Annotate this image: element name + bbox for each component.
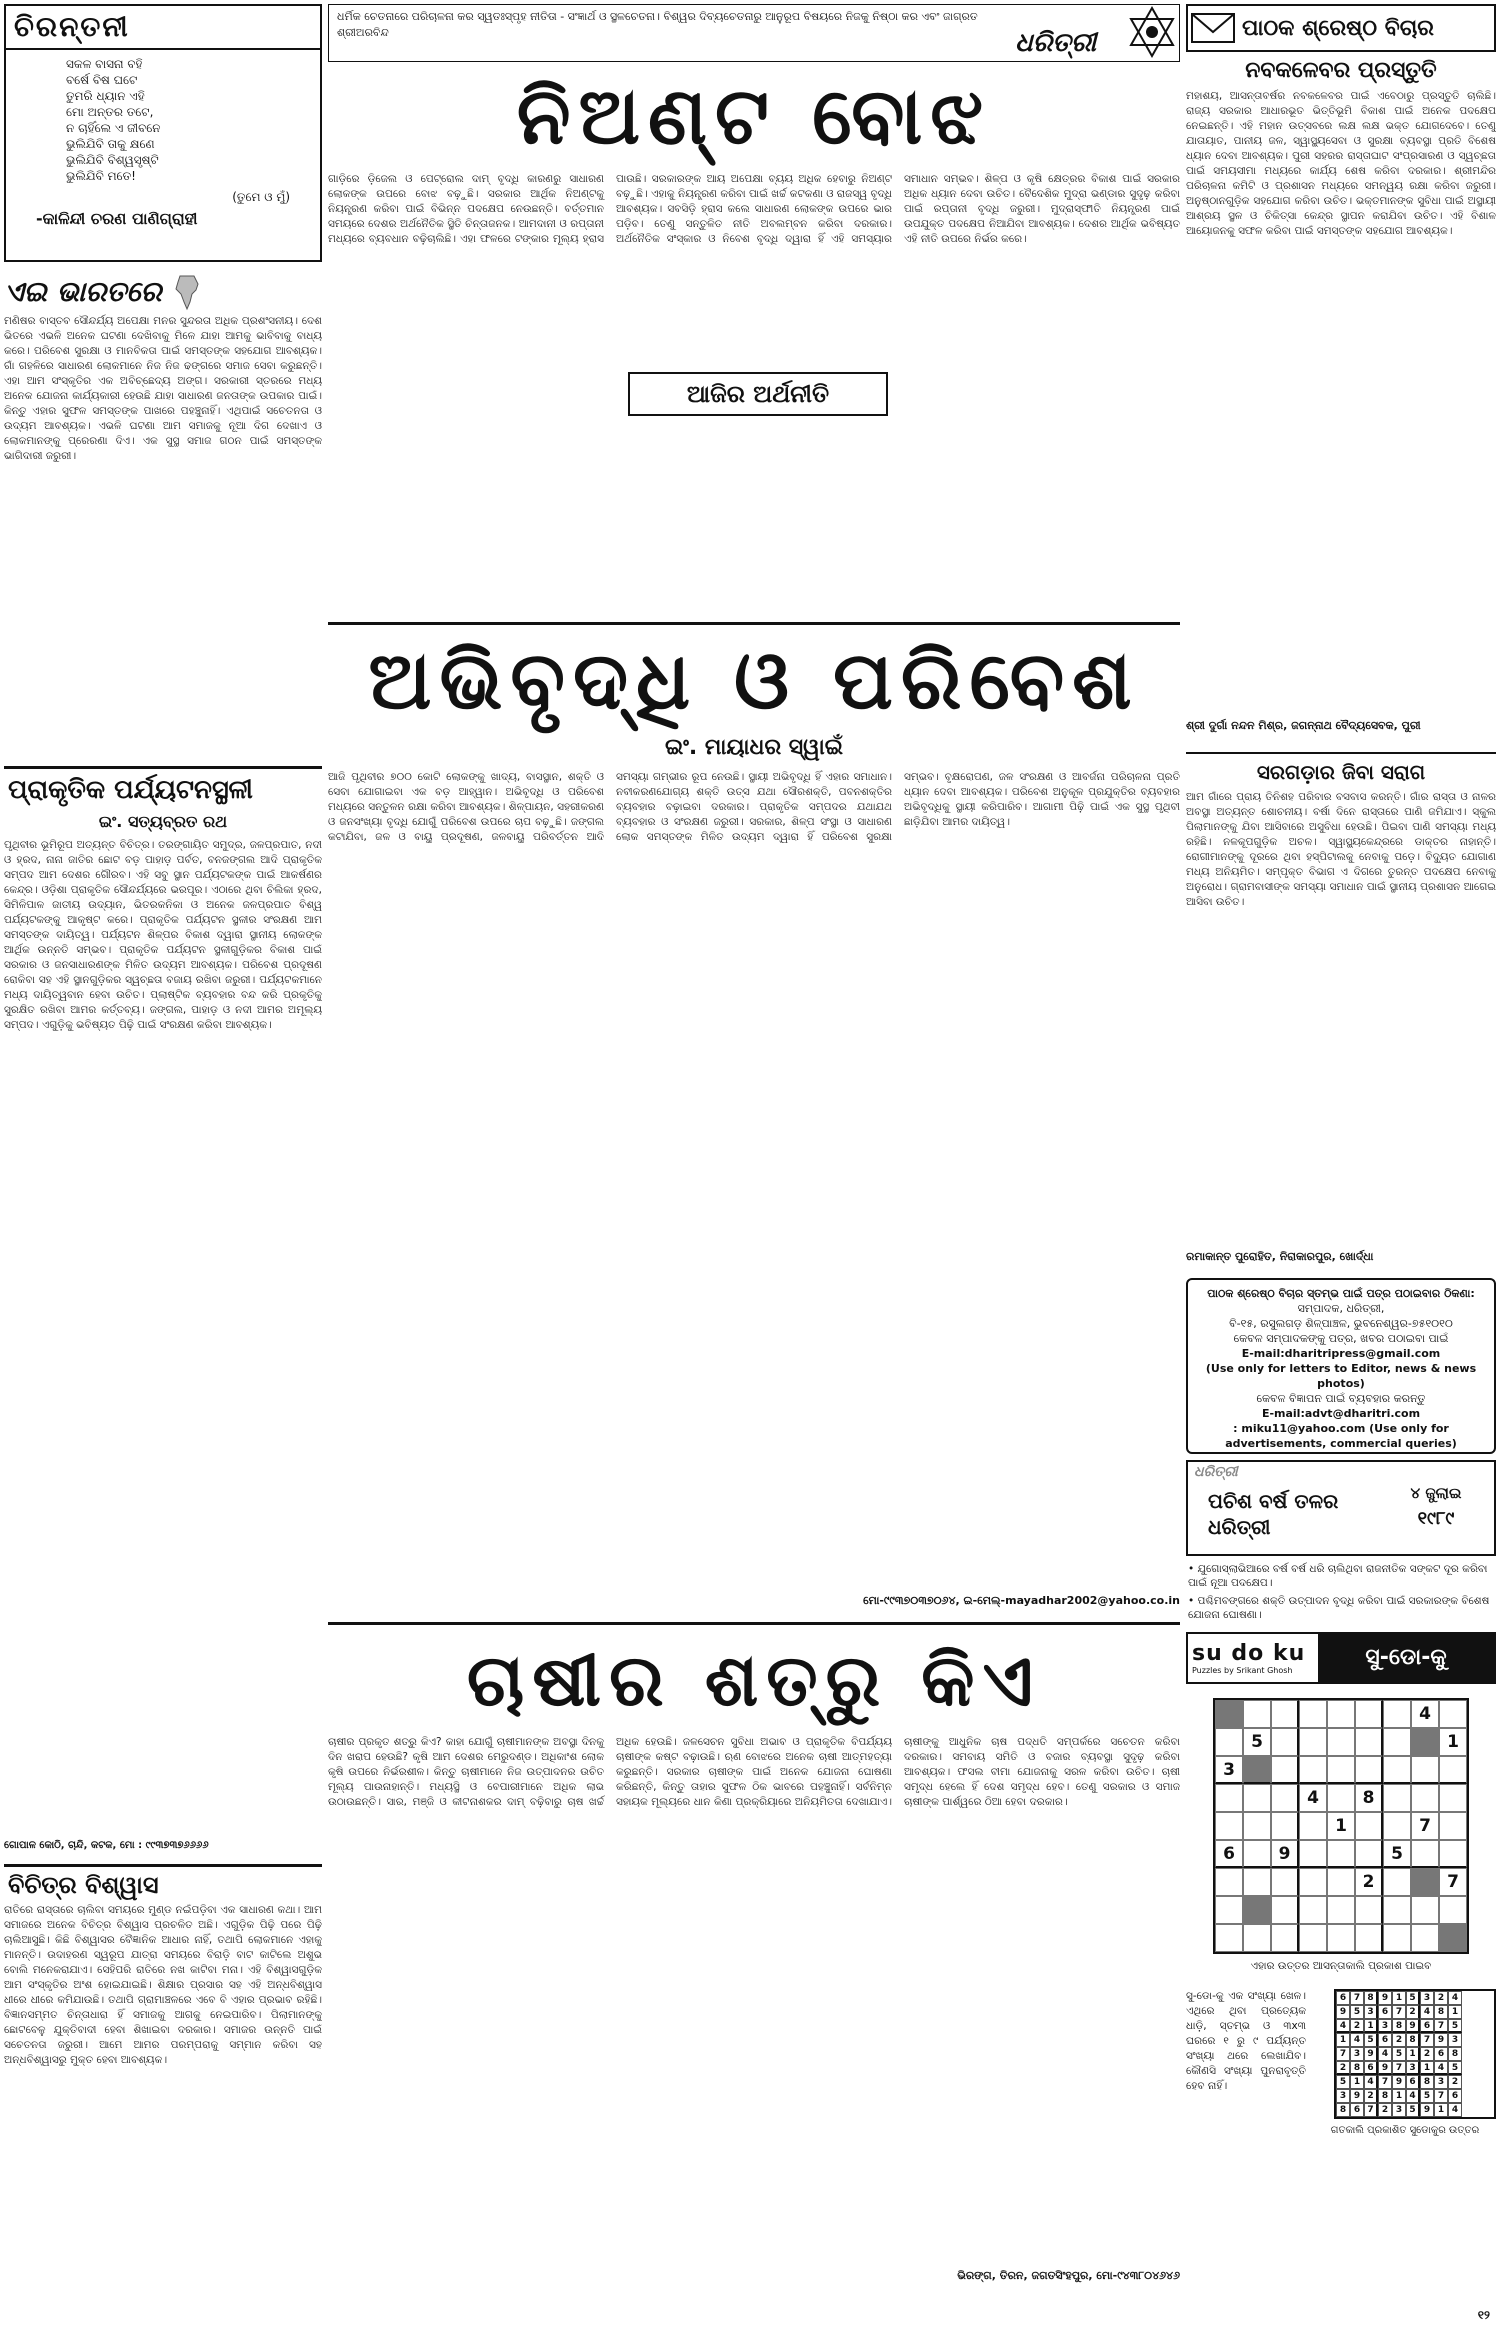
- sudoku-cell[interactable]: [1439, 1896, 1467, 1924]
- answer-cell: 3: [1434, 2075, 1448, 2089]
- editorial-section: [328, 62, 1180, 622]
- answer-cell: 6: [1420, 2019, 1434, 2033]
- sudoku-cell[interactable]: 4: [1411, 1700, 1439, 1728]
- archive-news: [1186, 1556, 1496, 1632]
- environment-text: ଆଜି ପୃଥିବୀର ୭୦୦ କୋଟି ଲୋକଙ୍କୁ ଖାଦ୍ୟ, ବାସସ୍ଥାନ, ଶକ୍ତି ଓ ସେବା ଯୋଗାଇବା ଏକ ବଡ଼ ଆହ୍ୱାନ। ଅଭିବୃଦ୍ଧି ଓ ପରିବେଶ ମଧ୍ୟରେ ସନ୍ତୁଳନ ରକ୍ଷା କରିବା ଆବଶ୍ୟକ। ଶିଳ୍ପାୟନ, ସହରୀକରଣ ଓ ଜନସଂଖ୍ୟା ବୃଦ୍ଧି ଯୋଗୁଁ ପରିବେଶ ଉପରେ ଚାପ ବଢ଼ୁଛି। ଜଙ୍ଗଲ କଟାଯିବା, ଜଳ ଓ ବାୟୁ ପ୍ରଦୂଷଣ, ଜଳବାୟୁ ପରିବର୍ତ୍ତନ ଆଦି ସମସ୍ୟା ଗମ୍ଭୀର ରୂପ ନେଉଛି। ସ୍ଥାୟୀ ଅଭିବୃଦ୍ଧି ହିଁ ଏହାର ସମାଧାନ। ନବୀକରଣଯୋଗ୍ୟ ଶକ୍ତି ଉତ୍ସ ଯଥା ସୌରଶକ୍ତି, ପବନଶକ୍ତିର ବ୍ୟବହାର ବଢ଼ାଇବା ଦରକାର। ପ୍ରାକୃତିକ ସମ୍ପଦର ଯଥାଯଥ ବ୍ୟବହାର ଓ ସଂରକ୍ଷଣ ଜରୁରୀ। ସରକାର, ଶିଳ୍ପ ସଂସ୍ଥା ଓ ସାଧାରଣ ଲୋକ ସମସ୍ତଙ୍କ ମିଳିତ ଉଦ୍ୟମ ଦ୍ୱାରା ହିଁ ପରିବେଶ ସୁରକ୍ଷା ସମ୍ଭବ। ବୃକ୍ଷରୋପଣ, ଜଳ ସଂରକ୍ଷଣ ଓ ଆବର୍ଜନା ପରିଚାଳନା ପ୍ରତି ଧ୍ୟାନ ଦେବା ଆବଶ୍ୟକ। ପରିବେଶ ଅନୁକୂଳ ପ୍ରଯୁକ୍ତିର ବ୍ୟବହାର ଅଭିବୃଦ୍ଧିକୁ ସ୍ଥାୟୀ କରିପାରିବ। ଆଗାମୀ ପିଢ଼ି ପାଇଁ ଏକ ସୁସ୍ଥ ପୃଥିବୀ ଛାଡ଼ିଯିବା ଆମର ଦାୟିତ୍ୱ।: [328, 771, 1180, 843]
- sudoku-cell[interactable]: [1243, 1784, 1271, 1812]
- answer-cell: 3: [1350, 2047, 1364, 2061]
- answer-cell: 9: [1378, 2061, 1392, 2075]
- sudoku-cell[interactable]: [1355, 1896, 1383, 1924]
- editorial-headline: ନିଅଣ୍ଟ ବୋଝ: [516, 71, 992, 162]
- poem-line: ନ ଚାହିଁଲେ ଏ ଜୀବନେ: [66, 121, 161, 135]
- answer-cell: 8: [1336, 2103, 1350, 2117]
- answer-cell: 4: [1378, 2047, 1392, 2061]
- sudoku-cell[interactable]: [1299, 1924, 1327, 1952]
- answer-cell: 3: [1420, 1991, 1434, 2005]
- sudoku-cell[interactable]: [1243, 1924, 1271, 1952]
- sudoku-cell[interactable]: [1383, 1896, 1411, 1924]
- answer-cell: 1: [1392, 2089, 1406, 2103]
- archive-news-item: • ପଶ୍ଚିମବଙ୍ଗରେ ଶକ୍ତି ଉତ୍ପାଦନ ବୃଦ୍ଧି କରିବା ପାଇଁ ସରକାରଙ୍କ ବିଶେଷ ଯୋଜନା ଘୋଷଣା।: [1188, 1595, 1490, 1621]
- poem-line: ତୁମରି ଧ୍ୟାନ ଏହି: [66, 89, 145, 103]
- poem-line: ସକଳ ବାସନା ବହି: [66, 57, 143, 71]
- sudoku-answer-label: ଗତକାଲି ପ୍ରକାଶିତ ସୁଡୋକୁର ଉତ୍ତର: [1330, 2125, 1480, 2136]
- answer-cell: 9: [1434, 2033, 1448, 2047]
- sudoku-cell[interactable]: [1299, 1756, 1327, 1784]
- farmer-headline: ଚାଷୀର ଶତ୍ରୁ କିଏ: [466, 1637, 1042, 1722]
- sudoku-answer-grid: [1334, 1989, 1496, 2119]
- sudoku-cell[interactable]: 9: [1271, 1840, 1299, 1868]
- sudoku-cell[interactable]: [1327, 1784, 1355, 1812]
- answer-cell: 2: [1364, 2089, 1378, 2103]
- address-line: ସମ୍ପାଦକ, ଧରିତ୍ରୀ,: [1297, 1302, 1385, 1315]
- answer-cell: 3: [1392, 2103, 1406, 2117]
- poem-line: ଭୁଲିଯିବି ତାକୁ କ୍ଷଣେ: [66, 137, 155, 151]
- letter-item: [1186, 752, 1496, 1272]
- answer-cell: 2: [1336, 2061, 1350, 2075]
- tourism-sign: ଗୋପାଳ କୋଠି, ଚାନ୍ଦି, କଟକ, ମୋ : ୯୯୩୭୩୭୬୬୬୬: [4, 1840, 209, 1851]
- letter-sign: ଶ୍ରୀ ଦୁର୍ଗା ନନ୍ଦନ ମିଶ୍ର, ଜଗନ୍ନାଥ ବୈଦ୍ୟସେବକ, ପୁରୀ: [1186, 719, 1421, 732]
- answer-cell: 4: [1420, 2005, 1434, 2019]
- archive-date: ୪ ଜୁଲାଇ: [1410, 1484, 1462, 1502]
- answer-cell: 9: [1336, 2005, 1350, 2019]
- sudoku-cell[interactable]: 5: [1243, 1728, 1271, 1756]
- right-column: [1186, 4, 1496, 2272]
- sudoku-cell[interactable]: [1383, 1812, 1411, 1840]
- answer-cell: 2: [1350, 2019, 1364, 2033]
- sudoku-cell[interactable]: [1355, 1812, 1383, 1840]
- sudoku-cell[interactable]: [1383, 1700, 1411, 1728]
- answer-cell: 6: [1434, 2047, 1448, 2061]
- sudoku-cell[interactable]: [1383, 1728, 1411, 1756]
- belief-text: ରାତିରେ ରାସ୍ତାରେ ଚାଲିବା ସମୟରେ ମୁଣ୍ଡ ନଇଁପଡ଼ିବା ଏକ ସାଧାରଣ କଥା। ଆମ ସମାଜରେ ଅନେକ ବିଚିତ୍ର ବିଶ୍ୱାସ ପ୍ରଚଳିତ ଅଛି। ଏଗୁଡ଼ିକ ପିଢ଼ି ପରେ ପିଢ଼ି ଚାଲିଆସୁଛି। କିଛି ବିଶ୍ୱାସର ବୈଜ୍ଞାନିକ ଆଧାର ନାହିଁ, ତଥାପି ଲୋକମାନେ ଏହାକୁ ମାନନ୍ତି। ଉଦାହରଣ ସ୍ୱରୂପ ଯାତ୍ରା ସମୟରେ ବିରାଡ଼ି ବାଟ କାଟିଲେ ଅଶୁଭ ବୋଲି ମନେକରାଯାଏ। ସେହିପରି ରାତିରେ ନଖ କାଟିବା ମନା। ଏହି ବିଶ୍ୱାସଗୁଡ଼ିକ ଆମ ସଂସ୍କୃତିର ଅଂଶ ହୋଇଯାଇଛି। ଶିକ୍ଷାର ପ୍ରସାର ସହ ଏହି ଅନ୍ଧବିଶ୍ୱାସ ଧୀରେ ଧୀରେ କମିଯାଉଛି। ତଥାପି ଗ୍ରାମାଞ୍ଚଳରେ ଏବେ ବି ଏହାର ପ୍ରଭାବ ରହିଛି। ବିଜ୍ଞାନସମ୍ମତ ଚିନ୍ତାଧାରା ହିଁ ସମାଜକୁ ଆଗକୁ ନେଇପାରିବ। ପିଲାମାନଙ୍କୁ ଛୋଟବେଳୁ ଯୁକ୍ତିବାଦୀ ହେବା ଶିଖାଇବା ଦରକାର। ସମାଜର ଉନ୍ନତି ପାଇଁ ସଚେତନତା ଜରୁରୀ। ଆମେ ଆମର ପରମ୍ପରାକୁ ସମ୍ମାନ କରିବା ସହ ଅନ୍ଧବିଶ୍ୱାସରୁ ମୁକ୍ତ ହେବା ଆବଶ୍ୟକ।: [4, 1904, 322, 2066]
- answer-cell: 4: [1364, 2075, 1378, 2089]
- sudoku-cell[interactable]: [1215, 1924, 1243, 1952]
- answer-cell: 3: [1336, 2089, 1350, 2103]
- answer-cell: 6: [1406, 2075, 1420, 2089]
- answer-cell: 8: [1434, 2005, 1448, 2019]
- belief-title: ବିଚିତ୍ର ବିଶ୍ୱାସ: [8, 1871, 159, 1899]
- sudoku-cell[interactable]: [1383, 1784, 1411, 1812]
- sudoku-cell[interactable]: [1243, 1896, 1271, 1924]
- sudoku-cell[interactable]: [1327, 1728, 1355, 1756]
- sudoku-header: [1186, 1632, 1496, 1684]
- sudoku-cell[interactable]: [1215, 1784, 1243, 1812]
- sudoku-cell[interactable]: [1439, 1700, 1467, 1728]
- sudoku-cell[interactable]: 5: [1383, 1840, 1411, 1868]
- sudoku-cell[interactable]: [1411, 1784, 1439, 1812]
- sudoku-cell[interactable]: [1383, 1756, 1411, 1784]
- poem-signoff: (ତୁମେ ଓ ମୁଁ): [232, 190, 290, 204]
- answer-cell: 5: [1448, 2019, 1462, 2033]
- answer-cell: 6: [1364, 2061, 1378, 2075]
- sudoku-cell[interactable]: [1411, 1840, 1439, 1868]
- letter-sign: ରମାକାନ୍ତ ପୁରୋହିତ, ନିରାକାରପୁର, ଖୋର୍ଦ୍ଧା: [1186, 1250, 1374, 1263]
- poem-lines: [6, 50, 320, 184]
- bharat-section: [4, 270, 322, 758]
- page-number: ୧୨: [1477, 2308, 1490, 2322]
- star-emblem-icon: [1125, 5, 1179, 59]
- sudoku-cell[interactable]: [1299, 1868, 1327, 1896]
- tourism-section: [4, 766, 322, 1858]
- sudoku-cell[interactable]: 2: [1355, 1868, 1383, 1896]
- answer-cell: 2: [1434, 1991, 1448, 2005]
- answer-cell: 5: [1350, 2005, 1364, 2019]
- middle-column: [328, 4, 1180, 2302]
- sudoku-cell[interactable]: 1: [1327, 1812, 1355, 1840]
- sudoku-cell[interactable]: [1299, 1896, 1327, 1924]
- answer-cell: 5: [1406, 1991, 1420, 2005]
- email-link[interactable]: E-mail:dharitripress@gmail.com: [1241, 1347, 1441, 1360]
- sudoku-cell[interactable]: [1355, 1840, 1383, 1868]
- answer-cell: 5: [1420, 2089, 1434, 2103]
- sudoku-answer-wrap: [1306, 1989, 1496, 2239]
- editorial-text: ଗାଡ଼ିରେ ଡ଼ିଜେଲ ଓ ପେଟ୍ରୋଲ ଦାମ୍ ବୃଦ୍ଧି କାରଣରୁ ସାଧାରଣ ଲୋକଙ୍କ ଉପରେ ବୋଝ ବଢ଼ୁଛି। ସରକାର ଆର୍ଥିକ ନିଅଣ୍ଟକୁ ନିୟନ୍ତ୍ରଣ କରିବା ପାଇଁ ବିଭିନ୍ନ ପଦକ୍ଷେପ ନେଉଛନ୍ତି। ବର୍ତ୍ତମାନ ସମୟରେ ଦେଶର ଅର୍ଥନୈତିକ ସ୍ଥିତି ଚିନ୍ତାଜନକ। ଆମଦାନୀ ଓ ରପ୍ତାନୀ ମଧ୍ୟରେ ବ୍ୟବଧାନ ବଢ଼ିଚାଲିଛି। ଏହା ଫଳରେ ଟଙ୍କାର ମୂଲ୍ୟ ହ୍ରାସ ପାଉଛି। ସରକାରଙ୍କ ଆୟ ଅପେକ୍ଷା ବ୍ୟୟ ଅଧିକ ହେବାରୁ ନିଅଣ୍ଟ ବଢ଼ୁଛି। ଏହାକୁ ନିୟନ୍ତ୍ରଣ କରିବା ପାଇଁ ଖର୍ଚ୍ଚ କଟକଣା ଓ ରାଜସ୍ୱ ବୃଦ୍ଧି ଆବଶ୍ୟକ। ସବସିଡ଼ି ହ୍ରାସ କଲେ ସାଧାରଣ ଲୋକଙ୍କ ଉପରେ ଭାର ପଡ଼ିବ। ତେଣୁ ସନ୍ତୁଳିତ ନୀତି ଅବଲମ୍ବନ କରିବା ଦରକାର। ଅର୍ଥନୈତିକ ସଂସ୍କାର ଓ ନିବେଶ ବୃଦ୍ଧି ଦ୍ୱାରା ହିଁ ଏହି ସମସ୍ୟାର ସମାଧାନ ସମ୍ଭବ। ଶିଳ୍ପ ଓ କୃଷି କ୍ଷେତ୍ରର ବିକାଶ ପାଇଁ ସରକାର ଅଧିକ ଧ୍ୟାନ ଦେବା ଉଚିତ। ବୈଦେଶିକ ମୁଦ୍ରା ଭଣ୍ଡାର ସୁଦୃଢ଼ କରିବା ପାଇଁ ରପ୍ତାନୀ ବୃଦ୍ଧି ଜରୁରୀ। ମୁଦ୍ରାସ୍ଫୀତି ନିୟନ୍ତ୍ରଣ ପାଇଁ ଉପଯୁକ୍ତ ପଦକ୍ଷେପ ନିଆଯିବା ଆବଶ୍ୟକ। ଦେଶର ଆର୍ଥିକ ଭବିଷ୍ୟତ ଏହି ନୀତି ଉପରେ ନିର୍ଭର କରେ।: [328, 173, 1180, 245]
- sudoku-cell[interactable]: [1355, 1924, 1383, 1952]
- answer-cell: 9: [1392, 2075, 1406, 2089]
- answer-cell: 2: [1448, 2075, 1462, 2089]
- answer-cell: 4: [1448, 1991, 1462, 2005]
- farmer-text: ଚାଷୀର ପ୍ରକୃତ ଶତ୍ରୁ କିଏ? କାହା ଯୋଗୁଁ ଚାଷୀମାନଙ୍କ ଅବସ୍ଥା ଦିନକୁ ଦିନ ଖରାପ ହେଉଛି? କୃଷି ଆମ ଦେଶର ମେରୁଦଣ୍ଡ। ଅଧିକାଂଶ ଲୋକ କୃଷି ଉପରେ ନିର୍ଭରଶୀଳ। କିନ୍ତୁ ଚାଷୀମାନେ ନିଜ ଉତ୍ପାଦନର ଉଚିତ ମୂଲ୍ୟ ପାଉନାହାନ୍ତି। ମଧ୍ୟସ୍ଥି ଓ ବେପାରୀମାନେ ଅଧିକ ଲାଭ ଉଠାଉଛନ୍ତି। ସାର, ମଞ୍ଜି ଓ କୀଟନାଶକର ଦାମ୍ ବଢ଼ିବାରୁ ଚାଷ ଖର୍ଚ୍ଚ ଅଧିକ ହେଉଛି। ଜଳସେଚନ ସୁବିଧା ଅଭାବ ଓ ପ୍ରାକୃତିକ ବିପର୍ଯ୍ୟୟ ଚାଷୀଙ୍କ କଷ୍ଟ ବଢ଼ାଉଛି। ଋଣ ବୋଝରେ ଅନେକ ଚାଷୀ ଆତ୍ମହତ୍ୟା କରୁଛନ୍ତି। ସରକାର ଚାଷୀଙ୍କ ପାଇଁ ଅନେକ ଯୋଜନା ଘୋଷଣା କରିଛନ୍ତି, କିନ୍ତୁ ତାହାର ସୁଫଳ ଠିକ ଭାବରେ ପହଞ୍ଚୁନାହିଁ। ସର୍ବନିମ୍ନ ସହାୟକ ମୂଲ୍ୟରେ ଧାନ କିଣା ପ୍ରକ୍ରିୟାରେ ଅନିୟମିତତା ଦେଖାଯାଏ। ଚାଷୀଙ୍କୁ ଆଧୁନିକ ଚାଷ ପଦ୍ଧତି ସମ୍ପର୍କରେ ସଚେତନ କରିବା ଦରକାର। ସମବାୟ ସମିତି ଓ ବଜାର ବ୍ୟବସ୍ଥା ସୁଦୃଢ଼ କରିବା ଆବଶ୍ୟକ। ଫସଲ ବୀମା ଯୋଜନାକୁ ସରଳ କରିବା ଉଚିତ। ଚାଷୀ ସମୃଦ୍ଧ ହେଲେ ହିଁ ଦେଶ ସମୃଦ୍ଧ ହେବ। ତେଣୁ ସରକାର ଓ ସମାଜ ଚାଷୀଙ୍କ ପାର୍ଶ୍ୱରେ ଠିଆ ହେବା ଦରକାର।: [328, 1736, 1180, 1808]
- answer-cell: 4: [1448, 2103, 1462, 2117]
- sudoku-cell[interactable]: [1215, 1728, 1243, 1756]
- answer-cell: 1: [1336, 2033, 1350, 2047]
- masthead-quote: ଧର୍ମିକ ଚେତନାରେ ପରିଚାଳନା କର ସ୍ୱତଃସ୍ପୃହ ନୀତିତା - ସଂଜ୍ଞାର୍ଥ ଓ ସ୍ଥଳଚେତନା। ବିଶ୍ୱର ଦିବ୍ୟଚେତନାରୁ ଆନୁରୂପ ବିଷୟରେ ନିଜକୁ ନିଷ୍ଠା କର ଏବଂ ଜାଗ୍ରତ ଶ୍ରୀଅରବିନ୍ଦ: [337, 10, 978, 39]
- answer-cell: 9: [1378, 1991, 1392, 2005]
- sudoku-cell[interactable]: [1271, 1756, 1299, 1784]
- answer-cell: 7: [1364, 2103, 1378, 2117]
- address-line: କେବଳ ସମ୍ପାଦକଙ୍କୁ ପତ୍ର, ଖବର ପଠାଇବା ପାଇଁ: [1233, 1332, 1449, 1345]
- answer-cell: 1: [1392, 1991, 1406, 2005]
- answer-cell: 4: [1406, 2089, 1420, 2103]
- sudoku-cell[interactable]: [1439, 1756, 1467, 1784]
- sudoku-cell[interactable]: [1243, 1756, 1271, 1784]
- archive-news-item: • ଯୁଗୋସ୍ଲାଭିଆରେ ବର୍ଷ ବର୍ଷ ଧରି ଚାଲିଥିବା ରାଜନୀତିକ ସଙ୍କଟ ଦୂର କରିବା ପାଇଁ ନୂଆ ପଦକ୍ଷେପ।: [1188, 1563, 1488, 1589]
- sudoku-cell[interactable]: 4: [1299, 1784, 1327, 1812]
- sudoku-section: [1186, 1632, 1496, 2272]
- address-line: କେବଳ ବିଜ୍ଞାପନ ପାଇଁ ବ୍ୟବହାର କରନ୍ତୁ: [1256, 1392, 1426, 1405]
- answer-cell: 2: [1378, 2103, 1392, 2117]
- answer-cell: 3: [1406, 2061, 1420, 2075]
- editorial-label: ଆଜିର ଅର୍ଥନୀତି: [628, 372, 888, 416]
- sudoku-cell[interactable]: [1299, 1812, 1327, 1840]
- answer-cell: 6: [1378, 2033, 1392, 2047]
- sudoku-cell[interactable]: [1299, 1700, 1327, 1728]
- answer-cell: 5: [1392, 2047, 1406, 2061]
- sudoku-logo-wrap: [1188, 1641, 1318, 1675]
- answer-cell: 7: [1336, 2047, 1350, 2061]
- answer-cell: 6: [1448, 2089, 1462, 2103]
- email-link[interactable]: E-mail:advt@dharitri.com: [1261, 1407, 1421, 1420]
- sudoku-cell[interactable]: [1215, 1896, 1243, 1924]
- answer-cell: 1: [1448, 2005, 1462, 2019]
- answer-cell: 4: [1336, 2019, 1350, 2033]
- bharat-text: ମଣିଷର ବାସ୍ତବ ସୌନ୍ଦର୍ଯ୍ୟ ଅପେକ୍ଷା ମନର ସୁନ୍ଦରତା ଅଧିକ ପ୍ରଶଂସନୀୟ। ଦେଶ ଭିତରେ ଏଭଳି ଅନେକ ଘଟଣା ଦେଖିବାକୁ ମିଳେ ଯାହା ଆମକୁ ଭାବିବାକୁ ବାଧ୍ୟ କରେ। ପରିବେଶ ସୁରକ୍ଷା ଓ ମାନବିକତା ପାଇଁ ସମସ୍ତଙ୍କ ସହଯୋଗ ଆବଶ୍ୟକ। ଗାଁ ଗହଳିରେ ସାଧାରଣ ଲୋକମାନେ ନିଜ ନିଜ ଢଙ୍ଗରେ ସମାଜ ସେବା କରୁଛନ୍ତି। ଏହା ଆମ ସଂସ୍କୃତିର ଏକ ଅବିଚ୍ଛେଦ୍ୟ ଅଙ୍ଗ। ସରକାରୀ ସ୍ତରରେ ମଧ୍ୟ ଅନେକ ଯୋଜନା କାର୍ଯ୍ୟକାରୀ ହେଉଛି ଯାହା ସାଧାରଣ ଜନତାଙ୍କ ଉପକାର ପାଇଁ। କିନ୍ତୁ ଏହାର ସୁଫଳ ସମସ୍ତଙ୍କ ପାଖରେ ପହଞ୍ଚୁନାହିଁ। ଏଥିପାଇଁ ସଚେତନତା ଓ ଉଦ୍ୟମ ଆବଶ୍ୟକ। ଏଭଳି ଘଟଣା ଆମ ସମାଜକୁ ନୂଆ ଦିଗ ଦେଖାଏ ଓ ଲୋକମାନଙ୍କୁ ପ୍ରେରଣା ଦିଏ। ଏକ ସୁସ୍ଥ ସମାଜ ଗଠନ ପାଇଁ ସମସ୍ତଙ୍କ ଭାଗିଦାରୀ ଜରୁରୀ।: [4, 315, 322, 462]
- sudoku-cell[interactable]: [1271, 1812, 1299, 1840]
- answer-cell: 7: [1378, 2075, 1392, 2089]
- sudoku-cell[interactable]: [1411, 1924, 1439, 1952]
- sudoku-cell[interactable]: [1271, 1728, 1299, 1756]
- address-line: ବି-୧୫, ରସୁଲଗଡ଼ ଶିଳ୍ପାଞ୍ଚଳ, ଭୁବନେଶ୍ୱର-୭୫୧୦୧୦: [1229, 1317, 1453, 1330]
- sudoku-bottom: [1186, 1989, 1496, 2239]
- sudoku-cell[interactable]: [1411, 1896, 1439, 1924]
- poem-title: ଚିରନ୍ତନୀ: [6, 6, 320, 50]
- answer-cell: 7: [1392, 2061, 1406, 2075]
- answer-cell: 5: [1336, 2075, 1350, 2089]
- sudoku-cell[interactable]: [1355, 1700, 1383, 1728]
- answer-cell: 2: [1406, 2005, 1420, 2019]
- archive-dateblock: [1378, 1462, 1494, 1554]
- answer-cell: 8: [1378, 2089, 1392, 2103]
- sudoku-cell[interactable]: [1299, 1840, 1327, 1868]
- sudoku-cell[interactable]: [1411, 1868, 1439, 1896]
- letter-text: ମହାଶୟ, ଆସନ୍ତାବର୍ଷର ନବକଳେବର ପାଇଁ ଏବେଠାରୁ ପ୍ରସ୍ତୁତି ଚାଲିଛି। ରାଜ୍ୟ ସରକାର ଆଧାରଭୂତ ଭିତ୍ତିଭୂମି ବିକାଶ ପାଇଁ ଅନେକ ପଦକ୍ଷେପ ନେଇଛନ୍ତି। ଏହି ମହାନ ଉତ୍ସବରେ ଲକ୍ଷ ଲକ୍ଷ ଭକ୍ତ ଯୋଗଦେବେ। ତେଣୁ ଯାତାୟାତ, ପାନୀୟ ଜଳ, ସ୍ୱାସ୍ଥ୍ୟସେବା ଓ ସୁରକ୍ଷା ବ୍ୟବସ୍ଥା ପ୍ରତି ବିଶେଷ ଧ୍ୟାନ ଦେବା ଆବଶ୍ୟକ। ପୁରୀ ସହରର ରାସ୍ତାଘାଟ ସଂପ୍ରସାରଣ ଓ ସ୍ୱଚ୍ଛତା ପାଇଁ ସମୟସୀମା ମଧ୍ୟରେ କାର୍ଯ୍ୟ ଶେଷ କରିବା ଦରକାର। ଶ୍ରୀମନ୍ଦିର ପରିଚାଳନା କମିଟି ଓ ପ୍ରଶାସନ ମଧ୍ୟରେ ସମନ୍ୱୟ ରକ୍ଷା କରିବା ଜରୁରୀ। ଅନୁଷ୍ଠାନଗୁଡ଼ିକ ସହଯୋଗ କରିବା ଉଚିତ। ଭକ୍ତମାନଙ୍କ ସୁବିଧା ପାଇଁ ଅସ୍ଥାୟୀ ଆଶ୍ରୟ ସ୍ଥଳ ଓ ଚିକିତ୍ସା କେନ୍ଦ୍ର ସ୍ଥାପନ କରାଯିବା ଉଚିତ। ଏହି ବିଶାଳ ଆୟୋଜନକୁ ସଫଳ କରିବା ପାଇଁ ସମସ୍ତଙ୍କ ସହଯୋଗ ଆବଶ୍ୟକ।: [1186, 90, 1496, 237]
- answer-cell: 7: [1392, 2005, 1406, 2019]
- answer-cell: 7: [1434, 2089, 1448, 2103]
- archive-year: ୧୯୮୯: [1417, 1508, 1455, 1529]
- email-link[interactable]: : miku11@yahoo.com (Use only for advertisements, commercial queries): [1225, 1422, 1457, 1450]
- sudoku-rules: ସୁ-ଡୋ-କୁ ଏକ ସଂଖ୍ୟା ଖେଳ। ଏଥିରେ ଥିବା ପ୍ରତ୍ୟେକ ଧାଡ଼ି, ସ୍ତମ୍ଭ ଓ ୩x୩ ଘରରେ ୧ ରୁ ୯ ପର୍ଯ୍ୟନ୍ତ ସଂଖ୍ୟା ଥରେ ଲେଖାଯିବ। କୌଣସି ସଂଖ୍ୟା ପୁନରାବୃତ୍ତି ହେବ ନାହିଁ।: [1186, 1990, 1306, 2092]
- sudoku-credit: Puzzles by Srikant Ghosh: [1192, 1666, 1293, 1675]
- letter-title: ନବକଳେବର ପ୍ରସ୍ତୁତି: [1245, 58, 1437, 83]
- sudoku-cell[interactable]: [1327, 1868, 1355, 1896]
- sudoku-cell[interactable]: [1271, 1868, 1299, 1896]
- sudoku-cell[interactable]: [1355, 1728, 1383, 1756]
- answer-cell: 8: [1406, 2033, 1420, 2047]
- sudoku-cell[interactable]: [1271, 1896, 1299, 1924]
- answer-cell: 2: [1392, 2033, 1406, 2047]
- answer-cell: 1: [1420, 2061, 1434, 2075]
- envelope-icon: [1188, 8, 1238, 48]
- answer-cell: 7: [1350, 1991, 1364, 2005]
- sudoku-cell[interactable]: [1355, 1756, 1383, 1784]
- poem-box: [4, 4, 322, 262]
- tourism-title: ପ୍ରାକୃତିକ ପର୍ଯ୍ୟଟନସ୍ଥଳୀ: [8, 775, 253, 805]
- sudoku-cell[interactable]: [1411, 1728, 1439, 1756]
- sudoku-cell[interactable]: [1439, 1784, 1467, 1812]
- sudoku-cell[interactable]: [1243, 1700, 1271, 1728]
- sudoku-cell[interactable]: 3: [1215, 1756, 1243, 1784]
- answer-cell: 8: [1350, 2061, 1364, 2075]
- answer-cell: 9: [1406, 2019, 1420, 2033]
- answer-cell: 8: [1420, 2075, 1434, 2089]
- left-column: [4, 4, 322, 2284]
- environment-sign: ମୋ-୯୯୩୭୦୩୭୦୬୪, ଇ-ମେଲ୍-mayadhar2002@yahoo.co.in: [863, 1594, 1180, 1607]
- archive-brand: ଧରିତ୍ରୀ: [1194, 1464, 1238, 1480]
- environment-headline: ଅଭିବୃଦ୍ଧି ଓ ପରିବେଶ: [368, 633, 1140, 727]
- farmer-section: [328, 1622, 1180, 2302]
- answer-cell: 1: [1434, 2103, 1448, 2117]
- answer-cell: 9: [1420, 2103, 1434, 2117]
- answer-cell: 3: [1448, 2033, 1462, 2047]
- sudoku-cell[interactable]: [1327, 1896, 1355, 1924]
- sudoku-cell[interactable]: [1411, 1756, 1439, 1784]
- archive-title: ପଚିଶ ବର୍ଷ ତଳର ଧରିତ୍ରୀ: [1208, 1489, 1339, 1539]
- tourism-text: ପୃଥିବୀର ଭୂମିରୂପ ଅତ୍ୟନ୍ତ ବିଚିତ୍ର। ତରଙ୍ଗାୟିତ ସମୁଦ୍ର, ଜଳପ୍ରପାତ, ନଦୀ ଓ ହ୍ରଦ, ନାନା ଜାତିର ଛୋଟ ବଡ଼ ପାହାଡ଼ ପର୍ବତ, ବନଜଙ୍ଗଲ ଆଦି ପ୍ରାକୃତିକ ସମ୍ପଦ ଆମ ଦେଶର ଗୌରବ। ଏହି ସବୁ ସ୍ଥାନ ପର୍ଯ୍ୟଟକଙ୍କ ପାଇଁ ଆକର୍ଷଣର କେନ୍ଦ୍ର। ଓଡ଼ିଶା ପ୍ରାକୃତିକ ସୌନ୍ଦର୍ଯ୍ୟରେ ଭରପୂର। ଏଠାରେ ଥିବା ଚିଲିକା ହ୍ରଦ, ସିମିଳିପାଳ ଜାତୀୟ ଉଦ୍ୟାନ, ଭିତରକନିକା ଓ ଅନେକ ଜଳପ୍ରପାତ ବିଶ୍ୱ ପର୍ଯ୍ୟଟକଙ୍କୁ ଆକୃଷ୍ଟ କରେ। ପ୍ରାକୃତିକ ପର୍ଯ୍ୟଟନ ସ୍ଥଳୀର ସଂରକ୍ଷଣ ଆମ ସମସ୍ତଙ୍କ ଦାୟିତ୍ୱ। ପର୍ଯ୍ୟଟନ ଶିଳ୍ପର ବିକାଶ ଦ୍ୱାରା ସ୍ଥାନୀୟ ଲୋକଙ୍କ ଆର୍ଥିକ ଉନ୍ନତି ସମ୍ଭବ। ପ୍ରାକୃତିକ ପର୍ଯ୍ୟଟନ ସ୍ଥଳୀଗୁଡ଼ିକର ବିକାଶ ପାଇଁ ସରକାର ଓ ଜନସାଧାରଣଙ୍କ ମିଳିତ ଉଦ୍ୟମ ଆବଶ୍ୟକ। ପରିବେଶ ପ୍ରଦୂଷଣ ରୋକିବା ସହ ଏହି ସ୍ଥାନଗୁଡ଼ିକର ସ୍ୱଚ୍ଛତା ବଜାୟ ରଖିବା ଜରୁରୀ। ପର୍ଯ୍ୟଟକମାନେ ମଧ୍ୟ ଦାୟିତ୍ୱବାନ ହେବା ଉଚିତ। ପ୍ଲାଷ୍ଟିକ ବ୍ୟବହାର ବନ୍ଦ କରି ପ୍ରକୃତିକୁ ସୁରକ୍ଷିତ ରଖିବା ଆମର କର୍ତ୍ତବ୍ୟ। ଜଙ୍ଗଲ, ପାହାଡ଼ ଓ ନଦୀ ଆମର ଅମୂଲ୍ୟ ସମ୍ପଦ। ଏଗୁଡ଼ିକୁ ଭବିଷ୍ୟତ ପିଢ଼ି ପାଇଁ ସଂରକ୍ଷଣ କରିବା ଆବଶ୍ୟକ।: [4, 839, 322, 1031]
- tourism-author: ଇଂ. ସତ୍ୟବ୍ରତ ରଥ: [98, 812, 228, 831]
- sudoku-cell[interactable]: [1243, 1868, 1271, 1896]
- answer-cell: 5: [1406, 2103, 1420, 2117]
- answer-cell: 5: [1448, 2061, 1462, 2075]
- sudoku-cell[interactable]: [1243, 1812, 1271, 1840]
- answer-cell: 7: [1434, 2019, 1448, 2033]
- sudoku-cell[interactable]: [1327, 1840, 1355, 1868]
- answer-cell: 6: [1378, 2005, 1392, 2019]
- answer-cell: 5: [1364, 2033, 1378, 2047]
- answer-cell: 6: [1350, 2103, 1364, 2117]
- sudoku-cell[interactable]: [1327, 1756, 1355, 1784]
- answer-cell: 1: [1364, 2019, 1378, 2033]
- masthead-strip: [328, 4, 1180, 62]
- letter-text: ଆମ ଗାଁରେ ପ୍ରାୟ ତିନିଶହ ପରିବାର ବସବାସ କରନ୍ତି। ଗାଁର ରାସ୍ତା ଓ ନାଳର ଅବସ୍ଥା ଅତ୍ୟନ୍ତ ଶୋଚନୀୟ। ବର୍ଷା ଦିନେ ରାସ୍ତାରେ ପାଣି ଜମିଯାଏ। ସ୍କୁଲ ପିଲାମାନଙ୍କୁ ଯିବା ଆସିବାରେ ଅସୁବିଧା ହେଉଛି। ପିଇବା ପାଣି ସମସ୍ୟା ମଧ୍ୟ ରହିଛି। ନଳକୂପଗୁଡ଼ିକ ଅଚଳ। ସ୍ୱାସ୍ଥ୍ୟକେନ୍ଦ୍ରରେ ଡାକ୍ତର ନାହାନ୍ତି। ରୋଗୀମାନଙ୍କୁ ଦୂରରେ ଥିବା ହସ୍ପିଟାଲକୁ ନେବାକୁ ପଡ଼େ। ବିଦ୍ୟୁତ ଯୋଗାଣ ମଧ୍ୟ ଅନିୟମିତ। ସମ୍ପୃକ୍ତ ବିଭାଗ ଏ ଦିଗରେ ତୁରନ୍ତ ପଦକ୍ଷେପ ନେବାକୁ ଅନୁରୋଧ। ଗ୍ରାମବାସୀଙ୍କ ସମସ୍ୟା ସମାଧାନ ପାଇଁ ସ୍ଥାନୀୟ ପ୍ରଶାସନ ଆଗେଇ ଆସିବା ଉଚିତ।: [1186, 791, 1496, 908]
- answer-cell: 8: [1364, 1991, 1378, 2005]
- answer-cell: 8: [1392, 2019, 1406, 2033]
- poem-line: ମୋ ଅନ୍ତର ତଟେ,: [66, 105, 154, 119]
- poem-poet: -କାଳିନ୍ଦୀ ଚରଣ ପାଣିଗ୍ରାହୀ: [36, 209, 198, 228]
- bharat-header: [4, 270, 322, 314]
- letter-title: ସରଗଡ଼ାର ଜିବା ସରାଗ: [1256, 760, 1426, 784]
- sudoku-cell[interactable]: [1271, 1784, 1299, 1812]
- poem-line: ଭୁଲିଯିବି ବିଶ୍ୱସୃଷ୍ଟି: [66, 153, 159, 167]
- farmer-sign: ଭିରଙ୍ଗ, ତିରନ, ଜଗତସିଂହପୁର, ମୋ-୯୪୩୮୦୪୬୪୬: [957, 2269, 1180, 2282]
- sudoku-answer-note: ଏହାର ଉତ୍ତର ଆସନ୍ତାକାଲି ପ୍ରକାଶ ପାଇବ: [1250, 1960, 1432, 1972]
- environment-author: ଇଂ. ମାୟାଧର ସ୍ୱାଇଁ: [664, 735, 844, 760]
- sudoku-cell[interactable]: [1299, 1728, 1327, 1756]
- sudoku-cell[interactable]: [1439, 1840, 1467, 1868]
- address-note: (Use only for letters to Editor, news & news photos): [1205, 1362, 1477, 1390]
- letters-title: ପାଠକ ଶ୍ରେଷ୍ଠ ବିଚାର: [1242, 15, 1434, 41]
- masthead-brand: ଧରିତ୍ରୀ: [1015, 28, 1097, 58]
- sudoku-cell[interactable]: 1: [1439, 1728, 1467, 1756]
- sudoku-cell[interactable]: [1439, 1924, 1467, 1952]
- sudoku-cell[interactable]: [1383, 1924, 1411, 1952]
- sudoku-cell[interactable]: [1215, 1868, 1243, 1896]
- sudoku-cell[interactable]: [1439, 1812, 1467, 1840]
- belief-section: [4, 1864, 322, 2284]
- answer-cell: 4: [1350, 2033, 1364, 2047]
- sudoku-cell[interactable]: [1327, 1700, 1355, 1728]
- answer-cell: 1: [1350, 2075, 1364, 2089]
- answer-cell: 9: [1350, 2089, 1364, 2103]
- sudoku-cell[interactable]: 8: [1355, 1784, 1383, 1812]
- letter-item: [1186, 52, 1496, 752]
- address-line: ପାଠକ ଶ୍ରେଷ୍ଠ ବିଚାର ସ୍ତମ୍ଭ ପାଇଁ ପତ୍ର ପଠାଇବାର ଠିକଣା:: [1207, 1287, 1475, 1300]
- sudoku-logo: su do ku: [1192, 1641, 1306, 1666]
- sudoku-title: ସୁ-ଡୋ-କୁ: [1318, 1634, 1494, 1682]
- answer-cell: 3: [1364, 2005, 1378, 2019]
- poem-line: ବର୍ଷେ ବିଷ ଘଟେ: [66, 73, 138, 87]
- answer-cell: 7: [1420, 2033, 1434, 2047]
- answer-cell: 3: [1378, 2019, 1392, 2033]
- india-map-icon: [168, 272, 208, 312]
- sudoku-cell[interactable]: [1271, 1700, 1299, 1728]
- sudoku-cell[interactable]: 7: [1411, 1812, 1439, 1840]
- sudoku-cell[interactable]: [1271, 1924, 1299, 1952]
- sudoku-cell[interactable]: [1243, 1840, 1271, 1868]
- answer-cell: 6: [1336, 1991, 1350, 2005]
- bharat-title: ଏଇ ଭାରତରେ: [4, 275, 162, 308]
- archive-box: [1186, 1460, 1496, 1556]
- environment-section: [328, 622, 1180, 1622]
- sudoku-cell[interactable]: [1383, 1868, 1411, 1896]
- letters-header: [1186, 4, 1496, 52]
- answer-cell: 8: [1448, 2047, 1462, 2061]
- address-box: [1186, 1278, 1496, 1454]
- sudoku-cell[interactable]: 6: [1215, 1840, 1243, 1868]
- poem-line: ଭୁଲିଯିବି ମତେ!: [66, 169, 136, 183]
- answer-cell: 2: [1420, 2047, 1434, 2061]
- answer-cell: 1: [1406, 2047, 1420, 2061]
- sudoku-cell[interactable]: 7: [1439, 1868, 1467, 1896]
- answer-cell: 9: [1364, 2047, 1378, 2061]
- sudoku-cell[interactable]: [1327, 1924, 1355, 1952]
- sudoku-puzzle-grid: [1213, 1698, 1469, 1954]
- sudoku-cell[interactable]: [1215, 1700, 1243, 1728]
- sudoku-cell[interactable]: [1215, 1812, 1243, 1840]
- answer-cell: 4: [1434, 2061, 1448, 2075]
